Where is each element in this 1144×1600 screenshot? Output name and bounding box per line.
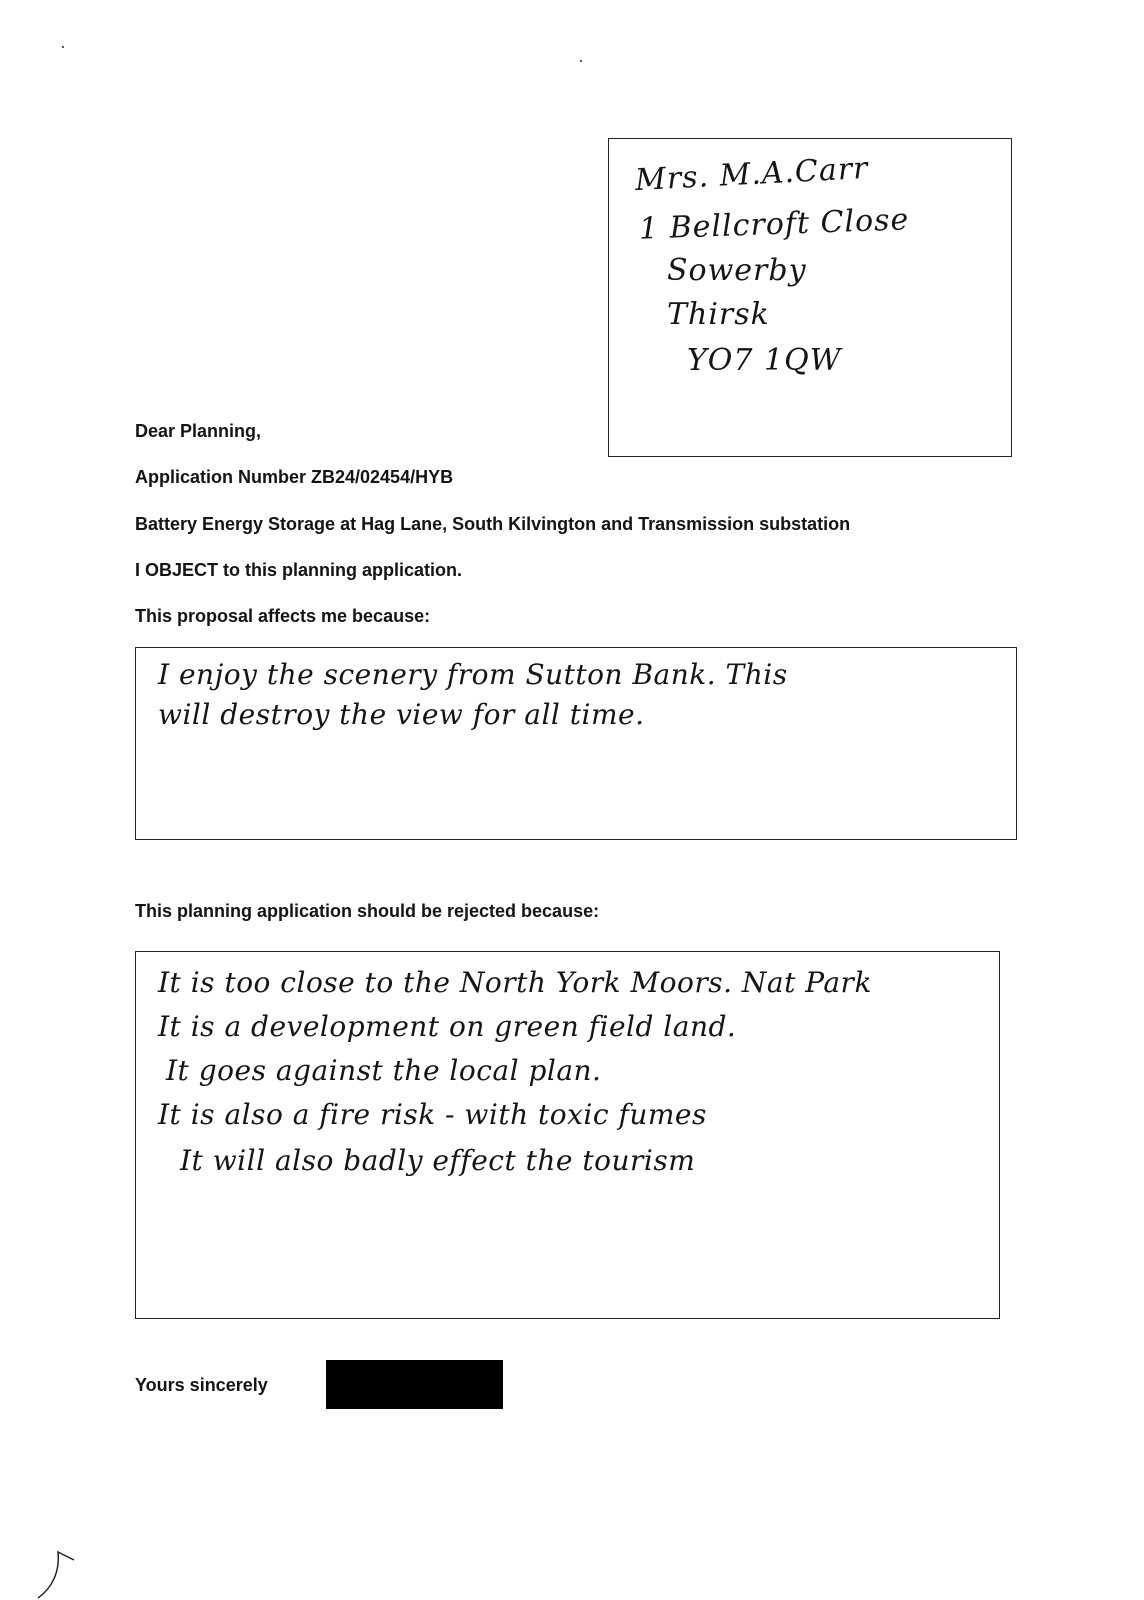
affects-line: I enjoy the scenery from Sutton Bank. This: [158, 658, 788, 691]
application-subject: Battery Energy Storage at Hag Lane, South Kilvington and Transmission substation: [135, 514, 851, 534]
address-line-name: Mrs. M.A.Carr: [634, 150, 870, 199]
affects-label: This proposal affects me because:: [135, 606, 431, 626]
rejected-answer-box: [135, 951, 1000, 1319]
objection-statement: I OBJECT to this planning application.: [135, 560, 463, 580]
address-box: [608, 138, 1012, 457]
scan-speck: [62, 46, 64, 48]
rejected-line: It is too close to the North York Moors. Nat Park: [158, 966, 872, 999]
scan-speck: [580, 60, 582, 62]
address-line-village: Sowerby: [667, 253, 807, 288]
closing: Yours sincerely: [135, 1375, 268, 1395]
rejected-line: It is a development on green field land.: [158, 1010, 737, 1043]
salutation: Dear Planning,: [135, 421, 262, 441]
pen-stroke-mark: [30, 1540, 90, 1600]
address-line-postcode: YO7 1QW: [687, 343, 842, 378]
application-number: Application Number ZB24/02454/HYB: [135, 467, 454, 487]
affects-line: will destroy the view for all time.: [158, 698, 645, 731]
address-line-street: 1 Bellcroft Close: [638, 202, 910, 247]
rejected-label: This planning application should be rejected because:: [135, 901, 600, 921]
affects-answer-box: [135, 647, 1017, 840]
address-line-town: Thirsk: [667, 297, 770, 332]
rejected-line: It is also a fire risk - with toxic fumes: [158, 1098, 707, 1131]
rejected-line: It goes against the local plan.: [166, 1054, 602, 1087]
redacted-signature: [326, 1360, 503, 1409]
rejected-line: It will also badly effect the tourism: [180, 1144, 696, 1177]
